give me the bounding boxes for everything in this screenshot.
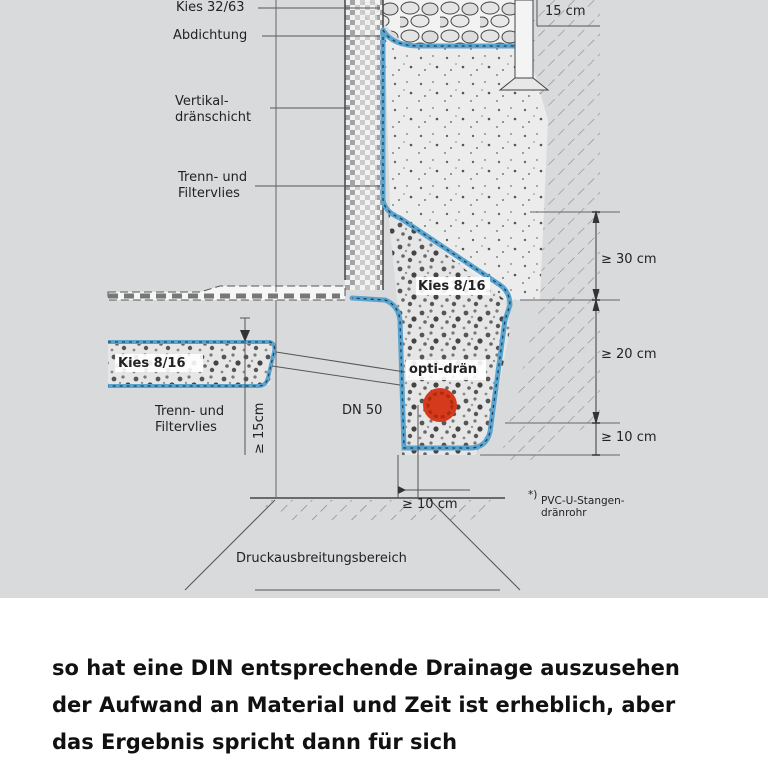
label-dim-20cm: ≥ 20 cm <box>601 347 657 362</box>
footnote-text: PVC-U-Stangen- dränrohr <box>541 495 625 519</box>
label-dim-10cm-bottom: ≥ 10 cm <box>402 497 458 512</box>
caption-line-3: das Ergebnis spricht dann für sich <box>52 730 458 754</box>
label-kies-32-63: Kies 32/63 <box>176 0 245 15</box>
label-trennvlies-left: Trenn- und Filtervlies <box>155 404 225 435</box>
label-dn50: DN 50 <box>342 403 383 418</box>
caption-line-2: der Aufwand an Material und Zeit ist erheblich, aber <box>52 693 676 717</box>
label-dim-10cm-right: ≥ 10 cm <box>601 430 657 445</box>
caption <box>52 650 752 761</box>
label-druckausbreitungsbereich: Druckausbreitungsbereich <box>236 551 407 566</box>
label-opti-draen: opti-drän <box>409 362 478 377</box>
label-kies-8-16-right: Kies 8/16 <box>418 279 486 294</box>
label-vertikaldraenschicht: Vertikal- dränschicht <box>175 94 252 125</box>
label-dim-15cm-left: ≥ 15cm <box>252 402 267 454</box>
caption-line-1: so hat eine DIN entsprechende Drainage auszusehen <box>52 656 680 680</box>
label-abdichtung: Abdichtung <box>173 28 248 43</box>
label-dim-15cm: 15 cm <box>545 4 586 19</box>
label-kies-8-16-left: Kies 8/16 <box>118 356 186 371</box>
footnote-mark: *) <box>528 489 538 501</box>
label-trennvlies-top: Trenn- und Filtervlies <box>178 170 248 201</box>
label-dim-30cm: ≥ 30 cm <box>601 252 657 267</box>
